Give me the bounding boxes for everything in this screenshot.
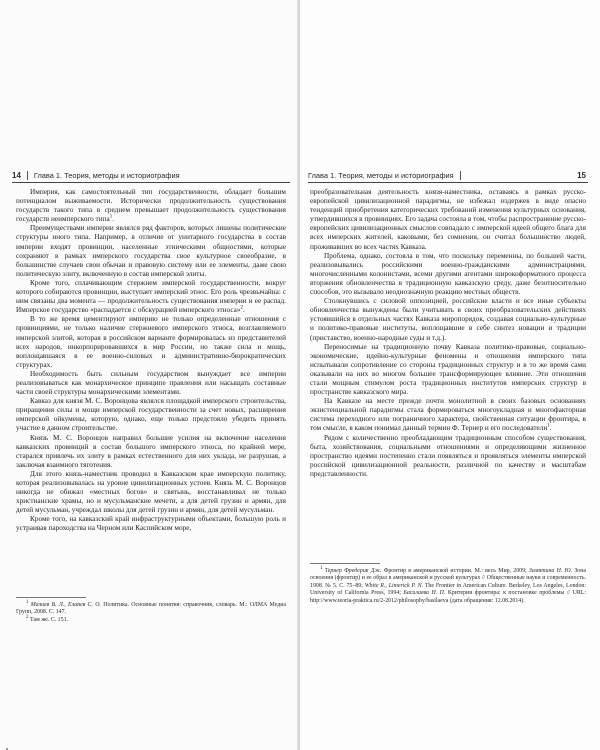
paragraph: Кроме того, сплачивающим стержнем имперской государственности, вокруг которого собираются провинции, выступает имперский этнос. Его роль чрезвычайна: с ним связаны два момента — продолжительность существования империи и ее распад. Имперское государство «распадается с обскурацией имперского этноса»$^2$. bbox=[16, 278, 286, 315]
paragraph: Рядом с количественно преобладающим традиционным способом существования, быта, хозяйствования, социальными отношениями и определяющими жизненное пространство идеями постепенно стали появляться и проявляться элементы имперской российской цивилизационной реальности, различной по качеству и масштабам представленности. bbox=[310, 433, 586, 478]
left-page-header bbox=[12, 168, 290, 182]
paragraph: Необходимость быть сильным государством вынуждает все империи реализовываться как монархическое принципе правления или насыщать составные части своей структуры монархическими элементами. bbox=[16, 369, 286, 397]
footnote: $^2$ Там же. С. 151. bbox=[26, 614, 68, 623]
paragraph: Кавказ для князя М. С. Воронцова являлся площадкой имперского строительства, приращения силы и мощи имперской государственности за счет новых, расширения имперской ойкумены, которую, однако, еще только предстояло убедить принять участие в данном строительстве. bbox=[16, 397, 286, 433]
paragraph: В то же время цементируют империю не только определенные отношения с провинциями, не только наличие стержневого имперского этноса, возглавляемого имперской элитой, которая в российском варианте формировалась из представителей всех народов, инкорпорировавшихся в мир России, но также сила и мощь, воплощавшаяся в ее военно-силовых и административно-бюрократических структурах. bbox=[16, 315, 286, 369]
paragraph: Империя, как самостоятельный тип государственности, обладает большим потенциалом выживаемости. Исторически продолжительность существования государств такого типа в среднем превышает продолжительность существования государств неимперского типа$^1$. bbox=[16, 188, 286, 224]
right-running-title: Глава 1. Теория, методы и историография bbox=[308, 170, 454, 180]
paragraph: Для этого князь-наместник проводил в Кавказском крае имперскую политику, которая реализовывалась на уровне цивилизационных устоев. Князь М. С. Воронцов никогда не обижал «местных богов» и святынь, восстанавливал не только христианские храмы, но и мусульманские мечети, а для детей грузин и армян, для детей мусульман, учреждал школы для детей грузин и армян, для детей мусульман. bbox=[16, 469, 286, 515]
left-running-title: Глава 1. Теория, методы и историография bbox=[33, 170, 180, 180]
paragraph: Переносимые на традиционную почву Кавказа политико-правовые, социально-экономические, идейно-культурные феномены и отношения имперского типа испытывали сопротивление со стороны традиционных структур и в то же время сами оказывали на них во многом большее трансформирующее влияние. Эти отношения стали мощным стимулом роста традиционных институтов имперских структур в пространстве кавказского мира. bbox=[310, 342, 586, 397]
paragraph: Кроме того, на кавказский край инфраструктурными объектами, большую роль и устраивая пароходства на Черном или Каспийском море, bbox=[16, 515, 286, 533]
paragraph: Столкнувшись с силовой оппозицией, российские власти и все иные субъекты обновленчества вынуждены были учитывать в своих преобразовательских действиях устоявшийся в отдельных частях Кавказа миропорядок, создавая социально-культурные и политико-правовые институты, воплощавшие в себе синтез новации и традиции (приставство, военно-народные суды и т.д.). bbox=[310, 297, 586, 342]
paragraph: Князь М. С. Воронцов направил большие усилия на включение населения кавказских провинций в состав большого имперского этноса, по крайней мере, старался привлечь их элиту в рамках естественного для них уклада, не разрушая, а заключая взаимного тяготения. bbox=[16, 433, 286, 469]
footnote: $^1$ Малиев В. Л., Еланев С. О. Политика. Основные понятия: справочник, словарь. М.: ОЛМА Медиа Групп, 2008. С. 147. bbox=[16, 600, 286, 616]
paragraph: На Кавказе на месте прежде почти монолитной в своих базовых основаниях экзистенциальной парадигмы стала формироваться многоукладная и многофакторная система переходного или пограничного характера, свойственная ситуации фронтира, в том смысле, в каком понимал данный термин Ф. Тернер и его последователи$^1$. bbox=[310, 397, 586, 433]
right-page-number: 15 bbox=[577, 170, 586, 180]
left-body-text bbox=[16, 188, 286, 534]
right-footnotes bbox=[310, 568, 586, 605]
right-page-header bbox=[308, 168, 586, 182]
right-page bbox=[300, 0, 600, 750]
right-header-rule bbox=[308, 182, 588, 183]
header-separator bbox=[27, 171, 28, 180]
footnote: $^1$ Тернер Фредерик Дж. Фронтир в американской истории. М.: весь Мир, 2009; Замятина Н. Ю. Зона освоения (фронтир) и ее образ в американской и русской культурах // Общественные науки и современность. 1998. № 5. С. 75–89; White R., Limerick P. N. The Frontier in American Culture. Berkeley, Los Angeles, London: University of California Press, 1994; Басилаева Н. П. Критерии фронтира: к постановке проблемы // URL: http://www.teoria-praktica.ru/2-2012/philosophy/basilaeva (дата обращения: 12.08.2014). bbox=[310, 566, 587, 604]
left-page-number: 14 bbox=[12, 170, 21, 180]
left-footnotes bbox=[16, 602, 286, 624]
header-separator bbox=[460, 171, 461, 180]
footnote-rule bbox=[310, 563, 380, 564]
footnote-rule bbox=[16, 597, 86, 598]
right-body-text bbox=[310, 188, 586, 479]
left-page bbox=[0, 0, 298, 750]
paragraph: Проблема, однако, состояла в том, что поскольку переменны, по большей части, реализовывались российскими военно-гражданскими администрациями, многочисленными колонистами, всеми другими агентами широкоформатного процесса вторжения обновленчества в традиционную кавказскую среду, даже безотносительно способов, это вызывало неоднозначную реакцию местных обществ. bbox=[310, 251, 586, 297]
paragraph: Преимуществами империи являлся ряд факторов, которых лишены политические структуры иного типа. Например, в отличие от унитарного государства в состав империи входят провинции, населенные этническими общностями, которые сохраняют в рамках имперского государства свое культурное своеобразие, в большинстве случаев свои обычаи и правовую систему или ее элементы, даже свою политическую элиту, включенную в состав имперской элиты. bbox=[16, 224, 286, 278]
paragraph: преобразовательная деятельность князя-наместника, оставаясь в рамках русско-европейской цивилизационной парадигмы, не избежал издержек в виде опасно тенденций приобретения категорических требований изменения культурных основания, утвердившихся в провинциях. Его задача состояла в том, чтобы распространение русско-европейских цивилизационных смыслов совпадало с имперской идеей общего блага для всех имперских жителей, каковыми, без сомнения, он считал большинство людей, проживавших во всех частях Кавказа. bbox=[310, 188, 586, 251]
left-header-rule bbox=[12, 182, 290, 183]
